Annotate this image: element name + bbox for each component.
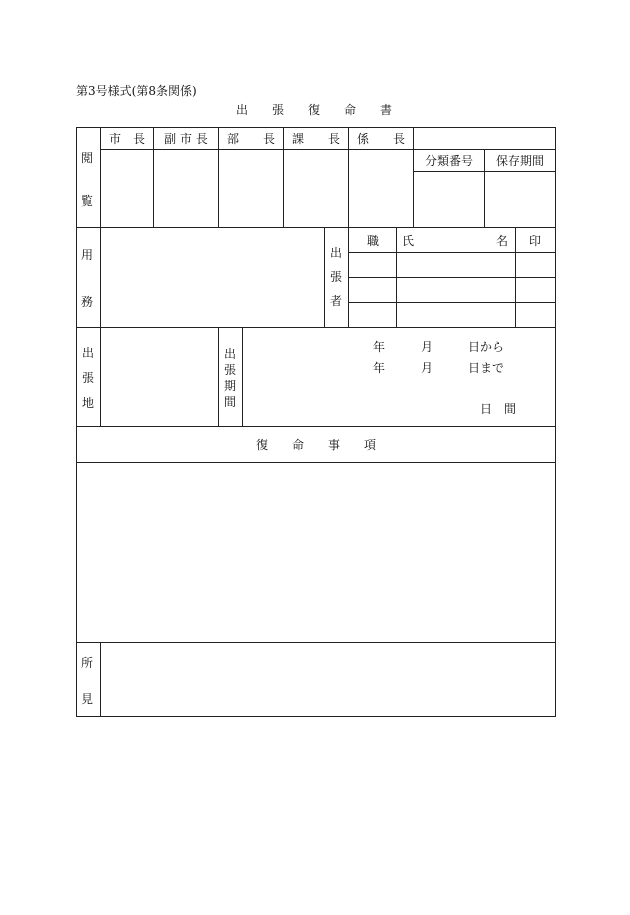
report-heading: 復 命 事 項	[255, 438, 377, 452]
period-end-month: 月	[421, 361, 434, 375]
travelers-label: 出 張 者	[329, 246, 342, 308]
name-column-header-1: 氏	[402, 234, 415, 248]
opinion-label-1: 所	[81, 656, 94, 670]
name-column-header-2: 名	[496, 234, 509, 248]
retention-period-label: 保存期間	[495, 154, 545, 168]
role-department-head: 部 長	[226, 132, 276, 146]
role-subsection-head: 係 長	[356, 132, 406, 146]
seal-column-header: 印	[529, 234, 542, 248]
opinion-body	[101, 643, 555, 716]
period-start-day: 日から	[468, 340, 505, 354]
approval-label-2: 覧	[81, 194, 94, 208]
period-start-year: 年	[373, 340, 386, 354]
position-column-header: 職	[367, 234, 380, 248]
opinion-label-2: 見	[81, 692, 94, 706]
destination-label: 出 張 地	[81, 346, 94, 410]
role-deputy-mayor: 副 市 長	[164, 132, 208, 146]
period-label: 出 張 期 間	[223, 347, 236, 409]
form-number: 第3号様式(第8条関係)	[76, 84, 197, 98]
report-body	[77, 463, 555, 642]
period-start-month: 月	[421, 340, 434, 354]
classification-number-label: 分類番号	[424, 154, 474, 168]
period-end-day: 日まで	[468, 361, 505, 375]
purpose-label-2: 務	[81, 295, 94, 309]
form-title: 出 張 復 命 書	[235, 103, 393, 117]
period-days: 日 間	[480, 402, 517, 416]
role-section-head: 課 長	[291, 132, 341, 146]
purpose-label-1: 用	[81, 248, 94, 262]
period-end-year: 年	[373, 361, 386, 375]
role-mayor: 市 長	[108, 132, 146, 146]
approval-label-1: 閲	[81, 151, 94, 165]
